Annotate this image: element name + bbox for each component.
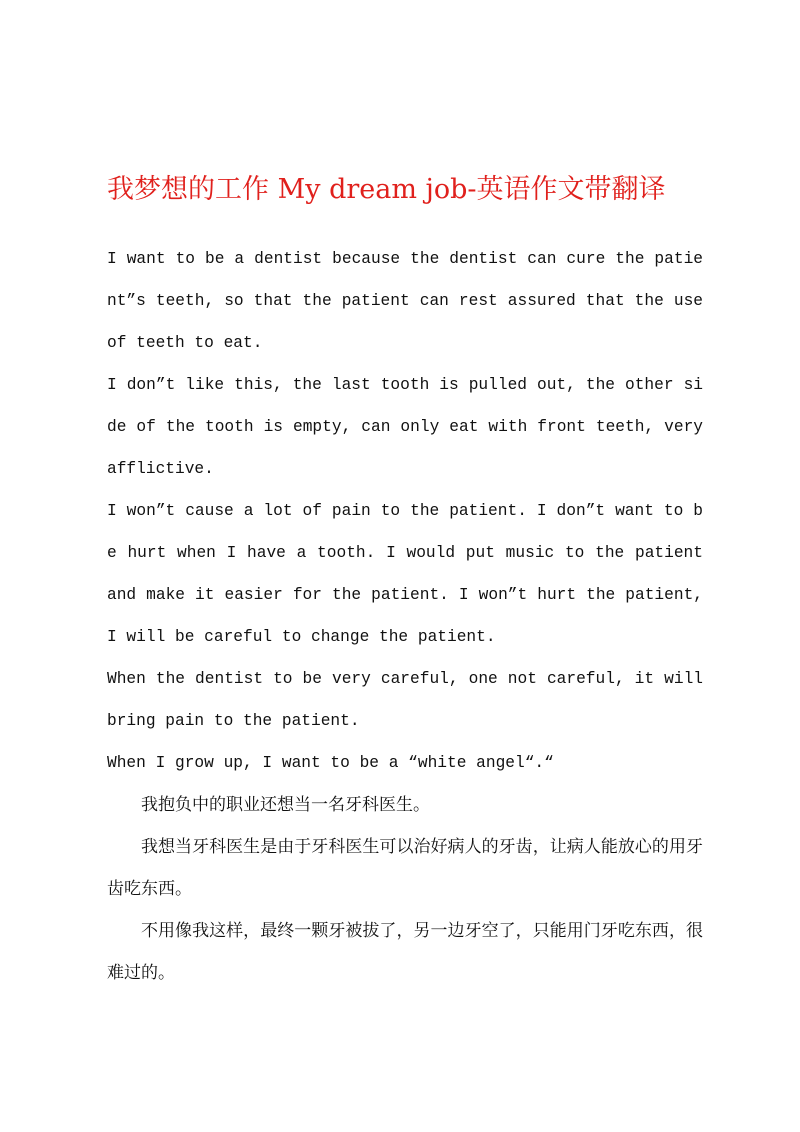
chinese-paragraph-2: 我想当牙科医生是由于牙科医生可以治好病人的牙齿，让病人能放心的用牙齿吃东西。: [107, 837, 703, 899]
english-paragraph-4: When the dentist to be very careful, one not careful, it will bring pain to the patient.: [107, 670, 703, 730]
english-paragraph-3: I won”t cause a lot of pain to the patient. I don”t want to be hurt when I have a tooth. I would put music to the patient and make it easier for the patient. I won”t hurt the patient, I will be careful to change the patient.: [107, 502, 703, 646]
english-paragraph-5: When I grow up, I want to be a “white angel“.“: [107, 754, 554, 772]
document-title: 我梦想的工作 My dream job-英语作文带翻译: [107, 174, 666, 205]
english-paragraph-2: I don”t like this, the last tooth is pulled out, the other side of the tooth is empty, can only eat with front teeth, very afflictive.: [107, 376, 703, 478]
document-body: [107, 238, 703, 994]
english-paragraph-1: I want to be a dentist because the dentist can cure the patient”s teeth, so that the patient can rest assured that the use of teeth to eat.: [107, 250, 703, 352]
chinese-paragraph-1: 我抱负中的职业还想当一名牙科医生。: [141, 795, 430, 815]
chinese-paragraph-3: 不用像我这样，最终一颗牙被拔了，另一边牙空了，只能用门牙吃东西，很难过的。: [107, 921, 703, 983]
